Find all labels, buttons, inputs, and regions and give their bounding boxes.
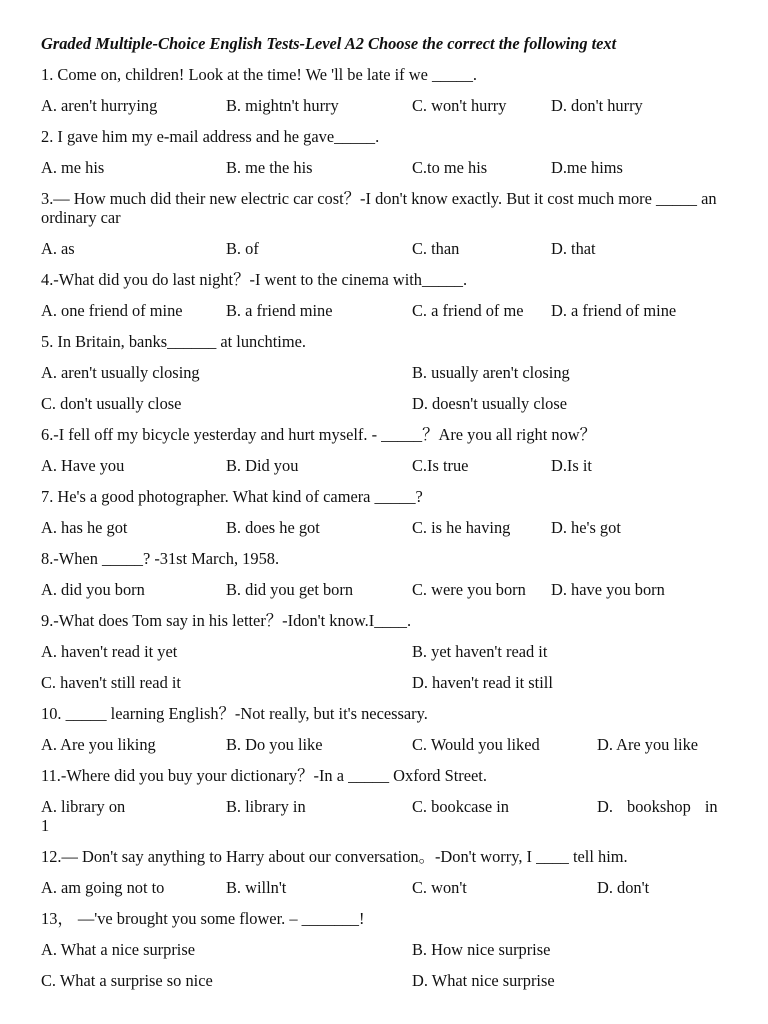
question-stem: 12.— Don't say anything to Harry about our conversation。-Don't worry, I ____ tell him.	[41, 847, 628, 866]
question-stem: 9.-What does Tom say in his letter？-Idon't know.I____.	[41, 611, 412, 630]
option-b: B. usually aren't closing	[412, 363, 570, 382]
options-row	[41, 971, 730, 990]
question-stem: 11.-Where did you buy your dictionary？-In a _____ Oxford Street.	[41, 766, 487, 785]
option-d: D. What nice surprise	[412, 971, 555, 990]
option-b: B. me the his	[226, 158, 313, 177]
question-stem: 13， —'ve brought you some flower. – _______!	[41, 909, 365, 928]
options-row	[41, 797, 730, 835]
question-stem: 3.— How much did their new electric car cost？-I don't know exactly. But it cost much more _____ an ordinary car	[41, 189, 717, 227]
option-a: A. one friend of mine	[41, 301, 183, 320]
option-a: A. aren't usually closing	[41, 363, 200, 382]
option-b: B. Do you like	[226, 735, 323, 754]
options-row	[41, 940, 730, 959]
options-row	[41, 580, 730, 599]
option-c: C.Is true	[412, 456, 469, 475]
option-c: C. were you born	[412, 580, 526, 599]
option-d: D.me hims	[551, 158, 623, 177]
option-d: D. bookshop in	[597, 797, 718, 816]
option-a: A. did you born	[41, 580, 145, 599]
option-c: C. won't hurry	[412, 96, 507, 115]
options-row	[41, 301, 730, 320]
options-row	[41, 239, 730, 258]
option-b: B. How nice surprise	[412, 940, 551, 959]
option-d: D. doesn't usually close	[412, 394, 567, 413]
option-a: A. aren't hurrying	[41, 96, 158, 115]
question-stem: 4.-What did you do last night？-I went to the cinema with_____.	[41, 270, 468, 289]
option-d: D. that	[551, 239, 596, 258]
options-row	[41, 456, 730, 475]
option-c: C. bookcase in	[412, 797, 509, 816]
option-d: D. don't	[597, 878, 650, 897]
option-b: B. a friend mine	[226, 301, 333, 320]
option-a: A. has he got	[41, 518, 128, 537]
option-b: B. Did you	[226, 456, 299, 475]
options-row	[41, 158, 730, 177]
option-a: A. me his	[41, 158, 105, 177]
option-c: C.to me his	[412, 158, 488, 177]
question-stem: 7. He's a good photographer. What kind of camera _____?	[41, 487, 423, 506]
option-a: A. am going not to	[41, 878, 165, 897]
option-c: C. a friend of me	[412, 301, 524, 320]
option-a: A. Are you liking	[41, 735, 156, 754]
worksheet-title: Graded Multiple-Choice English Tests-Level A2 Choose the correct the following text	[41, 34, 617, 53]
option-b: B. yet haven't read it	[412, 642, 548, 661]
question-stem: 2. I gave him my e-mail address and he gave_____.	[41, 127, 380, 146]
option-d: D. a friend of mine	[551, 301, 677, 320]
option-d: D.Is it	[551, 456, 592, 475]
question-stem: 8.-When _____? -31st March, 1958.	[41, 549, 280, 568]
question-stem: 10. _____ learning English？-Not really, but it's necessary.	[41, 704, 428, 723]
option-d: D. have you born	[551, 580, 665, 599]
options-row	[41, 673, 730, 692]
option-d: D. haven't read it still	[412, 673, 553, 692]
option-c: C. haven't still read it	[41, 673, 181, 692]
options-row	[41, 96, 730, 115]
option-b: B. does he got	[226, 518, 320, 537]
option-c: C. won't	[412, 878, 467, 897]
option-a: A. What a nice surprise	[41, 940, 195, 959]
options-row	[41, 878, 730, 897]
option-d: D. don't hurry	[551, 96, 643, 115]
option-b: B. did you get born	[226, 580, 354, 599]
option-d: D. he's got	[551, 518, 621, 537]
options-row	[41, 642, 730, 661]
options-row	[41, 363, 730, 382]
options-row	[41, 518, 730, 537]
options-row	[41, 735, 730, 754]
option-a: A. library on	[41, 797, 126, 816]
option-c: C. than	[412, 239, 460, 258]
option-c: C. Would you liked	[412, 735, 540, 754]
option-a: A. as	[41, 239, 75, 258]
option-c: C. What a surprise so nice	[41, 971, 213, 990]
option-d: D. Are you like	[597, 735, 699, 754]
option-b: B. mightn't hurry	[226, 96, 339, 115]
option-b: B. library in	[226, 797, 306, 816]
question-stem: 5. In Britain, banks______ at lunchtime.	[41, 332, 306, 351]
option-a: A. haven't read it yet	[41, 642, 178, 661]
option-c: C. don't usually close	[41, 394, 182, 413]
option-b: B. of	[226, 239, 259, 258]
option-a: A. Have you	[41, 456, 125, 475]
question-stem: 1. Come on, children! Look at the time! We 'll be late if we _____.	[41, 65, 478, 84]
option-b: B. willn't	[226, 878, 287, 897]
question-stem: 6.-I fell off my bicycle yesterday and hurt myself. - _____？Are you all right now？	[41, 425, 597, 444]
options-row	[41, 394, 730, 413]
option-c: C. is he having	[412, 518, 511, 537]
option-d-wrap: 1	[41, 816, 50, 835]
